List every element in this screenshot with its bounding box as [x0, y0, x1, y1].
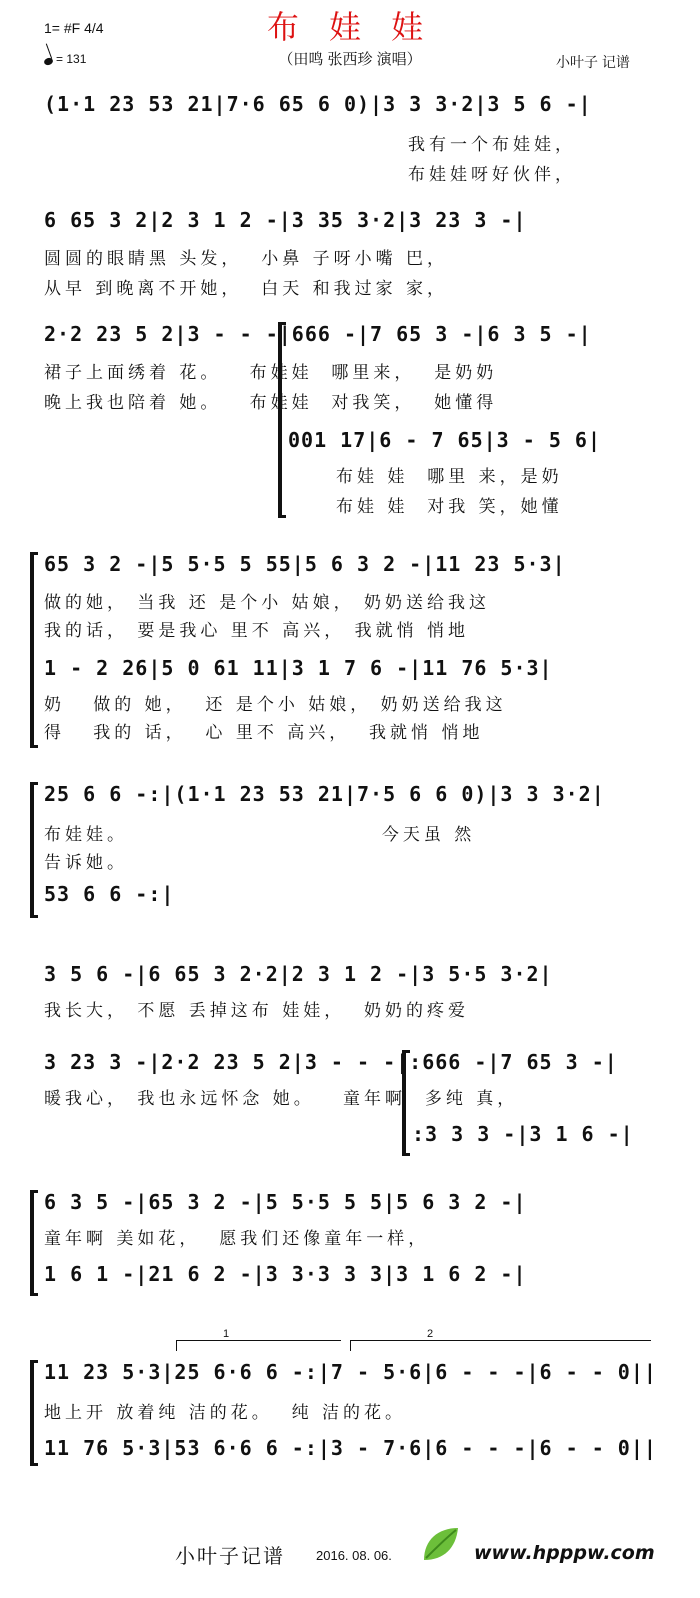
- part-brace-1: [278, 322, 286, 518]
- lyric-line: 得 我的 话， 心 里不 高兴， 我就悄 悄地: [44, 723, 484, 743]
- notation-line: 1 - 2 26|5 0 61 11|3 1 7 6 -|11 76 5·3|: [44, 656, 553, 680]
- notation-line: 53 6 6 -:|: [44, 882, 175, 906]
- lyric-line: 童年啊 美如花， 愿我们还像童年一样，: [44, 1229, 430, 1249]
- notation-line: 2·2 23 5 2|3 - - -|666 -|7 65 3 -|6 3 5 -|: [44, 322, 592, 346]
- notation-line: 3 5 6 -|6 65 3 2·2|2 3 1 2 -|3 5·5 3·2|: [44, 962, 553, 986]
- notation-line: (1·1 23 53 21|7·6 65 6 0)|3 3 3·2|3 5 6 -|: [44, 92, 592, 116]
- volta-number-2: 2: [427, 1328, 434, 1340]
- singers-credit: （田鸣 张西珍 演唱）: [278, 51, 422, 68]
- volta-bracket-1: [176, 1328, 341, 1351]
- arranger-credit: 小叶子 记谱: [556, 54, 630, 70]
- lyric-line: 告诉她。: [44, 853, 128, 873]
- part-brace-4: [402, 1050, 410, 1156]
- lyric-line: 地上开 放着纯 洁的花。 纯 洁的花。: [44, 1403, 407, 1423]
- song-title: 布 娃 娃: [266, 8, 434, 46]
- lyric-line: 晚上我也陪着 她。 布娃娃 对我笑， 她懂得: [44, 393, 498, 413]
- part-brace-2: [30, 552, 38, 748]
- notation-line: 3 23 3 -|2·2 23 5 2|3 - - -|:666 -|7 65 3 -|: [44, 1050, 618, 1074]
- notation-line: :3 3 3 -|3 1 6 -|: [412, 1122, 634, 1146]
- volta-number-1: 1: [223, 1328, 230, 1340]
- leaf-logo: [418, 1522, 462, 1566]
- lyric-line: 暖我心， 我也永远怀念 她。 童年啊 多纯 真，: [44, 1089, 519, 1109]
- footer-url-link[interactable]: www.hpppw.com: [474, 1542, 655, 1564]
- lyric-line: 做的她， 当我 还 是个小 姑娘， 奶奶送给我这: [44, 593, 491, 613]
- lyric-line: 我长大， 不愿 丢掉这布 娃娃， 奶奶的疼爱: [44, 1001, 470, 1021]
- notation-line: 6 3 5 -|65 3 2 -|5 5·5 5 5|5 6 3 2 -|: [44, 1190, 527, 1214]
- lyric-line: 我的话， 要是我心 里不 高兴， 我就悄 悄地: [44, 621, 470, 641]
- lyric-line: 我有一个布娃娃，: [408, 135, 576, 155]
- notation-line: 11 23 5·3|25 6·6 6 -:|7 - 5·6|6 - - -|6 - - 0||: [44, 1360, 657, 1384]
- notation-line: 1 6 1 -|21 6 2 -|3 3·3 3 3|3 1 6 2 -|: [44, 1262, 527, 1286]
- notation-line: 001 17|6 - 7 65|3 - 5 6|: [288, 428, 601, 452]
- lyric-line: 布娃娃呀好伙伴，: [408, 165, 576, 185]
- key-signature: 1= #F 4/4: [44, 20, 104, 36]
- notation-line: 6 65 3 2|2 3 1 2 -|3 35 3·2|3 23 3 -|: [44, 208, 527, 232]
- volta-bracket-2: [350, 1328, 651, 1351]
- part-brace-5: [30, 1190, 38, 1296]
- notation-line: 65 3 2 -|5 5·5 5 55|5 6 3 2 -|11 23 5·3|: [44, 552, 566, 576]
- notation-line: 25 6 6 -:|(1·1 23 53 21|7·5 6 6 0)|3 3 3·2|: [44, 782, 605, 806]
- footer-signature: 小叶子记谱: [175, 1544, 285, 1568]
- footer-date: 2016. 08. 06.: [316, 1548, 392, 1563]
- lyric-line: 布娃娃。 今天虽 然: [44, 825, 476, 845]
- lyric-line: 裙子上面绣着 花。 布娃娃 哪里来， 是奶奶: [44, 363, 498, 383]
- notation-line: 11 76 5·3|53 6·6 6 -:|3 - 7·6|6 - - -|6 - - 0||: [44, 1436, 657, 1460]
- lyric-line: 从早 到晚离不开她， 白天 和我过家 家，: [44, 279, 449, 299]
- part-brace-3: [30, 782, 38, 918]
- lyric-line: 布娃 娃 哪里 来，是奶: [336, 467, 563, 487]
- lyric-line: 圆圆的眼睛黑 头发， 小鼻 子呀小嘴 巴，: [44, 249, 449, 269]
- lyric-line: 奶 做的 她， 还 是个小 姑娘， 奶奶送给我这: [44, 695, 507, 715]
- part-brace-6: [30, 1360, 38, 1466]
- lyric-line: 布娃 娃 对我 笑，她懂: [336, 497, 563, 517]
- tempo-value: = 131: [56, 52, 87, 66]
